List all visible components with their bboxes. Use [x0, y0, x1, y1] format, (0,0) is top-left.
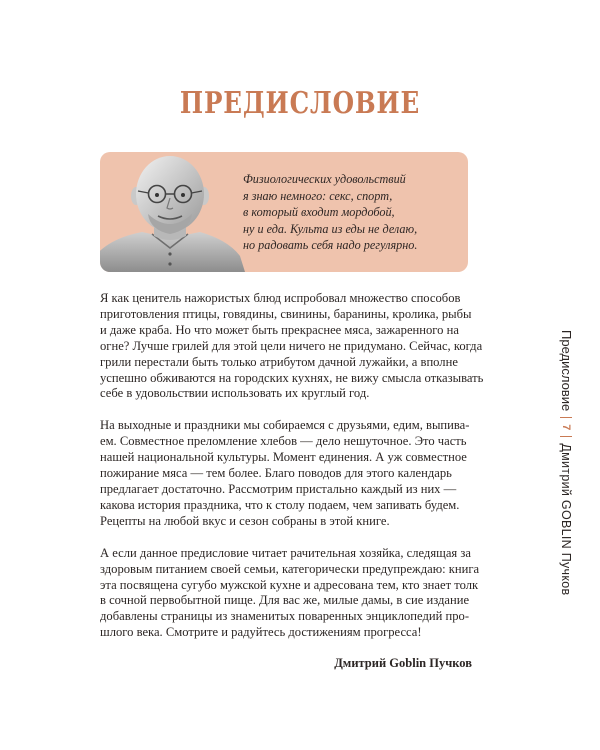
quote-line: я знаю немного: секс, спорт,	[243, 188, 393, 203]
text-line: Рецепты на любой вкус и сезон собраны в этой книге.	[100, 513, 390, 528]
running-author: Дмитрий GOBLIN Пучков	[559, 443, 574, 596]
paragraph	[100, 418, 472, 529]
text-line: нашей национальной культуры. Момент единения. А уж совместное	[100, 450, 467, 465]
page-title: ПРЕДИСЛОВИЕ	[179, 86, 421, 121]
quote-line: ну и еда. Культа из еды не делаю,	[243, 221, 418, 236]
text-line: А если данное предисловие читает рачительная хозяйка, следящая за	[100, 545, 471, 560]
text-line: Я как ценитель нажористых блюд испробовал множество способов	[100, 291, 461, 305]
text-line: приготовления птицы, говядины, свинины, баранины, кролика, рыбы	[100, 306, 472, 321]
text-line: в сочной первобытной пище. Для вас же, милые дамы, в сие издание	[100, 593, 470, 608]
quote-line: Физиологических удовольствий	[243, 172, 406, 186]
page-number: 7	[560, 424, 573, 431]
text-line: огне? Лучше грилей для этой цели ничего не придумано. Сейчас, когда	[100, 338, 483, 353]
quote-line: в который входит мордобой,	[243, 205, 395, 220]
body-text	[100, 291, 484, 657]
text-line: ем. Совместное преломление хлебов — дело нешуточное. Это часть	[100, 434, 467, 449]
quote-line: но радовать себя надо регулярно.	[243, 238, 418, 253]
divider	[561, 436, 573, 437]
paragraph	[100, 545, 480, 641]
text-line: здоровым питанием своей семьи, категорически предупреждаю: книга	[100, 561, 480, 576]
divider	[561, 417, 573, 418]
paragraph	[100, 291, 484, 402]
quote-box	[100, 152, 468, 272]
running-header	[559, 330, 574, 595]
text-line: какова история праздника, что к столу подаем, чем запивать будем.	[100, 497, 460, 512]
author-signature: Дмитрий Goblin Пучков	[334, 656, 472, 670]
text-line: эта посвящена сугубо мужской кухне и адресована тем, кто знает толк	[100, 577, 479, 592]
text-line: добавлены страницы из знаменитых поваренных энциклопедий про-	[100, 609, 470, 624]
text-line: пожирание мяса — тем более. Благо поводов для этого календарь	[100, 466, 452, 481]
text-line: предлагает достаточно. Рассмотрим пристально каждый из них —	[100, 481, 457, 496]
text-line: успешно обживаются на городских кухнях, не вижу смысла отказывать	[100, 370, 484, 385]
text-line: грили перестали быть только атрибутом дачной лужайки, а вполне	[100, 354, 458, 369]
chapter-name: Предисловие	[559, 330, 574, 412]
epigraph-quote	[243, 171, 463, 254]
text-line: себе в удовольствии использовать их круглый год.	[100, 386, 370, 401]
text-line: и даже краба. Но что может быть прекраснее мяса, зажаренного на	[100, 322, 459, 337]
text-line: шлого века. Смотрите и радуйтесь достижениям прогресса!	[100, 625, 422, 640]
text-line: На выходные и праздники мы собираемся с друзьями, едим, выпива-	[100, 418, 470, 433]
author-portrait	[100, 152, 245, 272]
